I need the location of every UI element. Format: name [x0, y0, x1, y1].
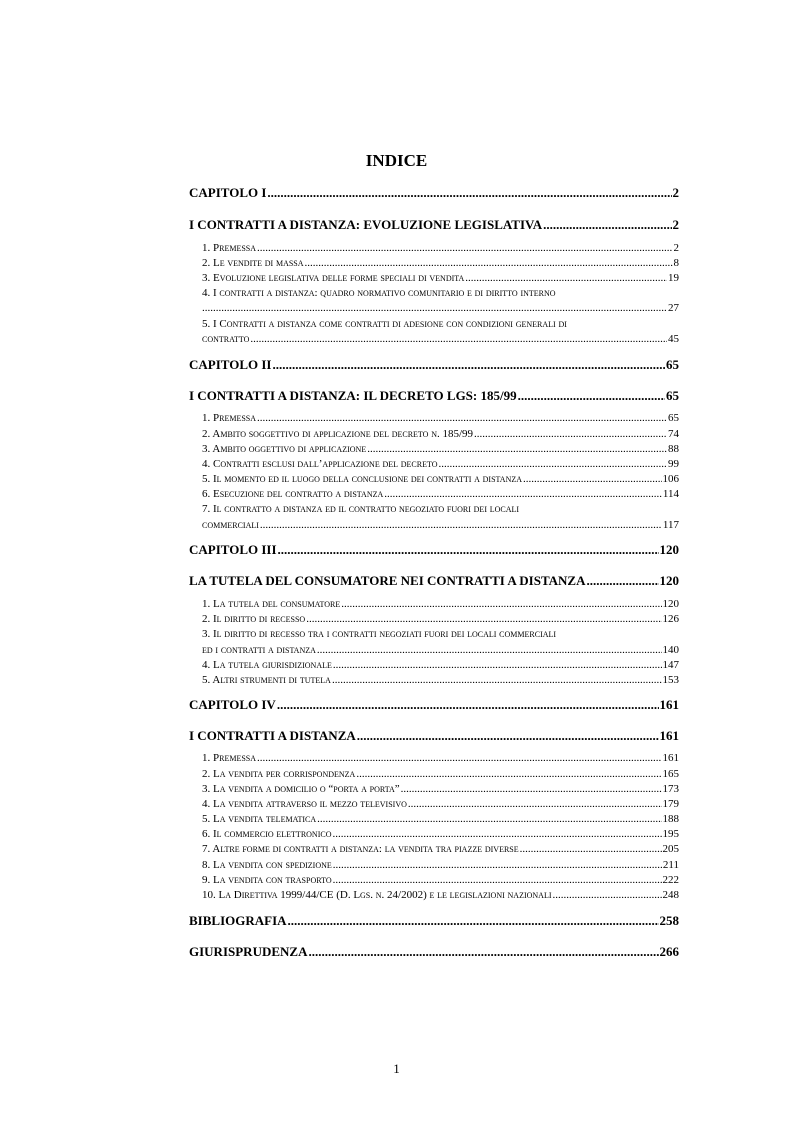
toc-item-line1[interactable]	[202, 319, 679, 330]
dot-leader	[408, 799, 662, 810]
toc-chapter-2-title[interactable]	[189, 389, 679, 402]
toc-entry-label: 5. La vendita telematica	[202, 813, 317, 825]
toc-entry-label: CAPITOLO IV	[189, 697, 276, 712]
toc-chapter-3-title[interactable]	[189, 574, 679, 587]
dot-leader	[277, 698, 659, 711]
toc-page-number: 65	[666, 357, 679, 372]
toc-item-line1[interactable]	[202, 504, 679, 515]
toc-entry-label: 1. Premessa	[202, 752, 257, 764]
toc-entry-label: 6. Esecuzione del contratto a distanza	[202, 488, 384, 500]
toc-page-number: 205	[662, 843, 679, 855]
dot-leader	[465, 273, 667, 284]
toc-entry-label: 3. Ambito oggettivo di applicazione	[202, 443, 367, 455]
dot-leader	[543, 218, 671, 231]
toc-entry-label: LA TUTELA DEL CONSUMATORE NEI CONTRATTI A DISTANZA	[189, 573, 586, 588]
toc-page-number: 120	[659, 573, 679, 588]
dot-leader	[202, 303, 667, 314]
toc-entry-label: 2. La vendita per corrispondenza	[202, 768, 356, 780]
toc-item[interactable]	[202, 474, 679, 485]
toc-page-number: 88	[668, 443, 679, 455]
toc-page-number: 2	[672, 185, 679, 200]
toc-item[interactable]	[202, 799, 679, 810]
toc-item[interactable]	[202, 599, 679, 610]
toc-item[interactable]	[202, 660, 679, 671]
dot-leader	[333, 860, 662, 871]
toc-entry-label: 4. Contratti esclusi dall’applicazione del decreto	[202, 458, 438, 470]
toc-page-number: 126	[662, 613, 679, 625]
toc-item-line2[interactable]	[202, 303, 679, 314]
toc-entry-label: contratto	[202, 333, 250, 345]
dot-leader	[401, 784, 662, 795]
dot-leader	[520, 844, 662, 855]
toc-item-line1[interactable]	[202, 629, 679, 640]
toc-entry-label: 1. Premessa	[202, 412, 257, 424]
toc-item[interactable]	[202, 273, 679, 284]
dot-leader	[272, 358, 665, 371]
toc-page-number: 2	[673, 242, 679, 254]
toc-entry-label: 7. Il contratto a distanza ed il contratto negoziato fuori dei locali	[202, 503, 520, 515]
toc-page-number: 161	[662, 752, 679, 764]
toc-entry-label: I CONTRATTI A DISTANZA: IL DECRETO LGS: 185/99	[189, 388, 517, 403]
toc-page-number: 120	[659, 542, 679, 557]
dot-leader	[384, 489, 662, 500]
dot-leader	[439, 459, 667, 470]
toc-entry-label: 7. Altre forme di contratti a distanza: la vendita tra piazze diverse	[202, 843, 519, 855]
toc-entry-label: CAPITOLO III	[189, 542, 277, 557]
toc-entry-label: I CONTRATTI A DISTANZA: EVOLUZIONE LEGISLATIVA	[189, 217, 543, 232]
toc-page-number: 65	[668, 412, 679, 424]
dot-leader	[518, 389, 665, 402]
toc-page-number: 188	[662, 813, 679, 825]
toc-entry-label: 10. La Direttiva 1999/44/CE (D. Lgs. n. 24/2002) e le legislazioni nazionali	[202, 889, 552, 901]
toc-item[interactable]	[202, 413, 679, 424]
dot-leader	[260, 520, 662, 531]
dot-leader	[553, 890, 662, 901]
dot-leader	[306, 614, 661, 625]
toc-giurisprudenza[interactable]	[189, 945, 679, 958]
toc-page-number: 248	[662, 889, 679, 901]
toc-page-number: 211	[662, 859, 679, 871]
dot-leader	[278, 543, 659, 556]
toc-item-line2[interactable]	[202, 334, 679, 345]
toc-page-number: 74	[668, 428, 679, 440]
toc-item[interactable]	[202, 614, 679, 625]
toc-entry-label: 8. La vendita con spedizione	[202, 859, 332, 871]
toc-bibliografia[interactable]	[189, 914, 679, 927]
dot-leader	[333, 660, 662, 671]
toc-item[interactable]	[202, 844, 679, 855]
toc-item[interactable]	[202, 814, 679, 825]
toc-chapter-4-title[interactable]	[189, 729, 679, 742]
toc-page-number: 106	[662, 473, 679, 485]
dot-leader	[586, 574, 658, 587]
toc-page-number: 195	[662, 828, 679, 840]
toc-page-number: 179	[662, 798, 679, 810]
dot-leader	[367, 444, 667, 455]
toc-chapter-2[interactable]	[189, 358, 679, 371]
dot-leader	[308, 945, 658, 958]
toc-item-line1[interactable]	[202, 288, 679, 299]
toc-item[interactable]	[202, 875, 679, 886]
dot-leader	[474, 429, 667, 440]
toc-item[interactable]	[202, 829, 679, 840]
dot-leader	[357, 729, 659, 742]
toc-entry-label: 1. La tutela del consumatore	[202, 598, 341, 610]
dot-leader	[523, 474, 661, 485]
dot-leader	[356, 769, 661, 780]
page-title: INDICE	[365, 151, 428, 170]
toc-item[interactable]	[202, 489, 679, 500]
toc-entry-label: 5. I Contratti a distanza come contratti di adesione con condizioni generali di	[202, 318, 567, 330]
page-number: 1	[393, 1061, 400, 1076]
toc-page-number: 222	[662, 874, 679, 886]
toc-page-number: 2	[672, 217, 679, 232]
toc-entry-label: 3. Il diritto di recesso tra i contratti negoziati fuori dei locali commerciali	[202, 628, 557, 640]
toc-entry-label: CAPITOLO I	[189, 185, 267, 200]
toc-entry-label: 2. Le vendite di massa	[202, 257, 304, 269]
toc-item[interactable]	[202, 243, 679, 254]
dot-leader	[341, 599, 661, 610]
toc-entry-label: 6. Il commercio elettronico	[202, 828, 332, 840]
dot-leader	[333, 875, 662, 886]
dot-leader	[250, 334, 667, 345]
toc-item[interactable]	[202, 459, 679, 470]
toc-item[interactable]	[202, 429, 679, 440]
dot-leader	[305, 258, 673, 269]
toc-item[interactable]	[202, 769, 679, 780]
toc-entry-label: 3. La vendita a domicilio o “porta a porta”	[202, 783, 400, 795]
toc-entry-label: ed i contratti a distanza	[202, 644, 316, 656]
toc-item[interactable]	[202, 675, 679, 686]
dot-leader	[317, 814, 661, 825]
toc-page-number: 173	[662, 783, 679, 795]
toc-entry-label: 5. Altri strumenti di tutela	[202, 674, 331, 686]
dot-leader	[257, 413, 667, 424]
dot-leader	[317, 645, 662, 656]
toc-chapter-1[interactable]	[189, 186, 679, 199]
toc-item-line2[interactable]	[202, 645, 679, 656]
toc-page-number: 161	[659, 728, 679, 743]
toc-page-number: 147	[662, 659, 679, 671]
toc-chapter-3[interactable]	[189, 543, 679, 556]
dot-leader	[267, 186, 671, 199]
toc-page-number: 19	[668, 272, 679, 284]
toc-item[interactable]	[202, 258, 679, 269]
toc-page-number: 65	[666, 388, 679, 403]
toc-chapter-4[interactable]	[189, 698, 679, 711]
toc-chapter-1-title[interactable]	[189, 218, 679, 231]
toc-page-number: 27	[668, 302, 679, 314]
toc-item[interactable]	[202, 784, 679, 795]
toc-entry-label: 5. Il momento ed il luogo della conclusione dei contratti a distanza	[202, 473, 523, 485]
toc-item[interactable]	[202, 444, 679, 455]
toc-entry-label: 9. La vendita con trasporto	[202, 874, 332, 886]
toc-entry-label: 3. Evoluzione legislativa delle forme speciali di vendita	[202, 272, 465, 284]
toc-page-number: 120	[662, 598, 679, 610]
toc-entry-label: 2. Il diritto di recesso	[202, 613, 306, 625]
toc-page-number: 45	[668, 333, 679, 345]
toc-entry-label: CAPITOLO II	[189, 357, 272, 372]
toc-item[interactable]	[202, 890, 679, 901]
toc-item[interactable]	[202, 753, 679, 764]
dot-leader	[333, 829, 662, 840]
toc-page-number: 8	[673, 257, 679, 269]
toc-page-number: 153	[662, 674, 679, 686]
toc-entry-label: 1. Premessa	[202, 242, 257, 254]
toc-page-number: 140	[662, 644, 679, 656]
dot-leader	[288, 914, 659, 927]
toc-item[interactable]	[202, 860, 679, 871]
toc-item-line2[interactable]	[202, 520, 679, 531]
toc-page-number: 99	[668, 458, 679, 470]
toc-page-number: 165	[662, 768, 679, 780]
toc-entry-label: 4. I contratti a distanza: quadro normativo comunitario e di diritto interno	[202, 287, 556, 299]
toc-page-number: 258	[659, 913, 679, 928]
toc-page-number: 161	[659, 697, 679, 712]
dot-leader	[332, 675, 662, 686]
toc-entry-label: 4. La vendita attraverso il mezzo televisivo	[202, 798, 407, 810]
toc-entry-label: commerciali	[202, 519, 259, 531]
toc-page-number: 114	[662, 488, 679, 500]
toc-entry-label: 4. La tutela giurisdizionale	[202, 659, 332, 671]
toc-entry-label: I CONTRATTI A DISTANZA	[189, 728, 356, 743]
toc-entry-label: 2. Ambito soggettivo di applicazione del decreto n. 185/99	[202, 428, 474, 440]
dot-leader	[257, 243, 672, 254]
toc-entry-label: BIBLIOGRAFIA	[189, 913, 287, 928]
toc-entry-label: GIURISPRUDENZA	[189, 944, 308, 959]
toc-page-number: 266	[659, 944, 679, 959]
toc-page-number: 117	[662, 519, 679, 531]
dot-leader	[257, 753, 661, 764]
